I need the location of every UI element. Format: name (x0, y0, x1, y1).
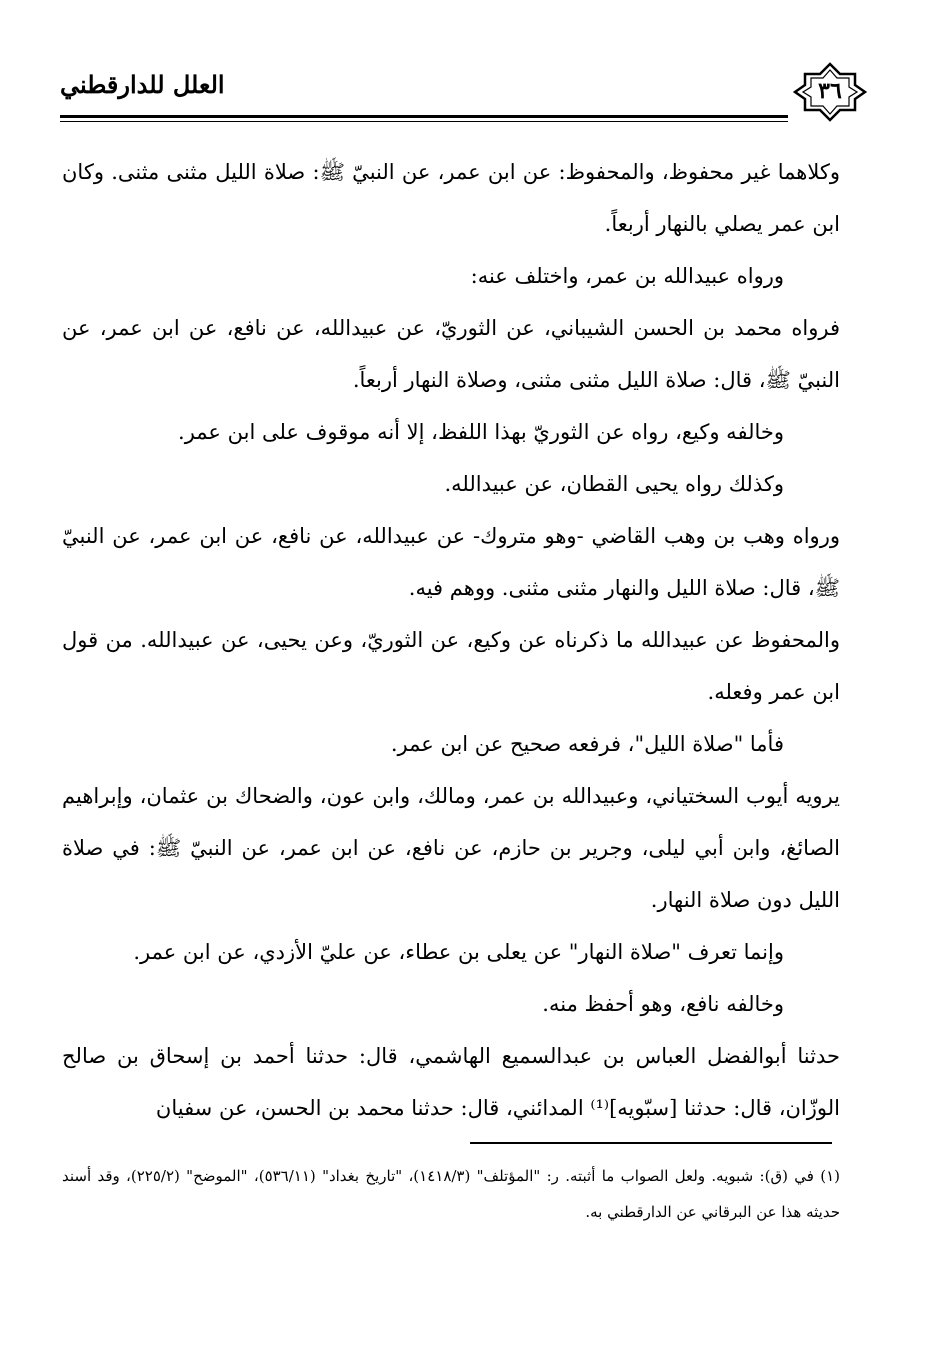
footnote-separator (470, 1142, 832, 1144)
paragraph: والمحفوظ عن عبيدالله ما ذكرناه عن وكيع، عن الثوريّ، وعن يحيى، عن عبيدالله. من قول ابن عمر وفعله. (62, 628, 840, 704)
header-rule-thick (60, 115, 788, 118)
paragraph: وكلاهما غير محفوظ، والمحفوظ: عن ابن عمر، عن النبيّ ﷺ: صلاة الليل مثنى مثنى. وكان ابن عمر يصلي بالنهار أربعاً. (62, 160, 840, 236)
paragraph: وخالفه وكيع، رواه عن الثوريّ بهذا اللفظ، إلا أنه موقوف على ابن عمر. (178, 420, 784, 444)
paragraph: فأما "صلاة الليل"، فرفعه صحيح عن ابن عمر. (390, 732, 784, 756)
page-number: ٣٦ (818, 78, 842, 104)
paragraph: فرواه محمد بن الحسن الشيباني، عن الثوريّ، عن عبيدالله، عن نافع، عن ابن عمر، عن النبيّ ﷺ، قال: صلاة الليل مثنى مثنى، وصلاة النهار أربعاً. (62, 316, 840, 392)
footnote: (١) في (ق): شبويه. ولعل الصواب ما أثبته. ر: "المؤتلف" (١٤١٨/٣)، "تاريخ بغداد" (٥٣٦/١١)، "الموضح" (٢٢٥/٢)، وقد أسند حديثه هذا عن البرقاني عن الدارقطني به. (62, 1167, 840, 1221)
paragraph: وكذلك رواه يحيى القطان، عن عبيدالله. (444, 472, 784, 496)
page-number-badge (793, 62, 867, 122)
book-title: العلل للدارقطني (60, 70, 225, 99)
paragraph: ورواه وهب بن وهب القاضي -وهو متروك- عن عبيدالله، عن نافع، عن ابن عمر، عن النبيّ ﷺ، قال: صلاة الليل والنهار مثنى مثنى. ووهم فيه. (62, 524, 840, 600)
page-header (60, 62, 867, 122)
footnotes (62, 1158, 840, 1230)
paragraph: يرويه أيوب السختياني، وعبيدالله بن عمر، ومالك، وابن عون، والضحاك بن عثمان، وإبراهيم الصائغ، وابن أبي ليلى، وجرير بن حازم، عن نافع، عن ابن عمر، عن النبيّ ﷺ: في صلاة الليل دون صلاة النهار. (62, 784, 840, 912)
paragraph: حدثنا أبوالفضل العباس بن عبدالسميع الهاشمي، قال: حدثنا أحمد بن إسحاق بن صالح الوزّان، قال: حدثنا [سبّويه]⁽¹⁾ المدائني، قال: حدثنا محمد بن الحسن، عن سفيان (62, 1044, 840, 1120)
paragraph: وخالفه نافع، وهو أحفظ منه. (542, 992, 784, 1016)
paragraph: ورواه عبيدالله بن عمر، واختلف عنه: (470, 264, 784, 288)
header-rule-thin (60, 121, 788, 122)
paragraph: وإنما تعرف "صلاة النهار" عن يعلى بن عطاء، عن عليّ الأزدي، عن ابن عمر. (133, 940, 784, 964)
main-text (62, 146, 840, 1134)
